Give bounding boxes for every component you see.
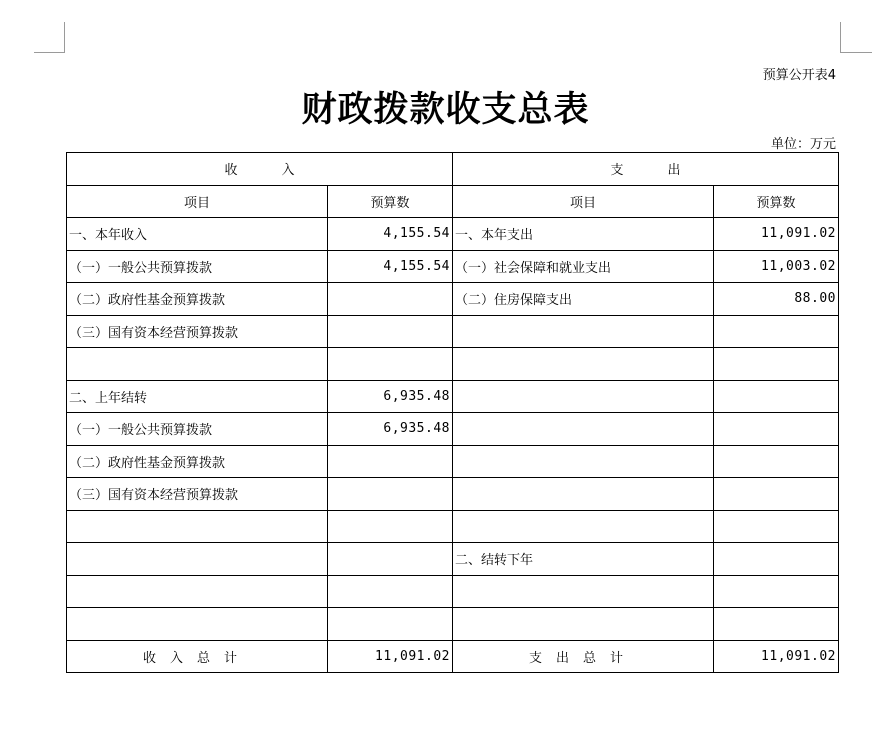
crop-mark-top-right-horizontal: [840, 52, 872, 53]
group-header-row: [67, 153, 839, 186]
table-code: 预算公开表4: [762, 68, 836, 83]
total-row: [67, 640, 839, 673]
income-item-cell: [67, 348, 328, 381]
income-total-amount: 11,091.02: [328, 640, 453, 673]
expense-amount-cell: 88.00: [714, 283, 839, 316]
income-item-cell: （三）国有资本经营预算拨款: [67, 315, 328, 348]
expense-amount-cell: [714, 348, 839, 381]
income-item-cell: （一）一般公共预算拨款: [67, 250, 328, 283]
income-amount-cell: [328, 608, 453, 641]
income-total-label: 收入总计: [67, 640, 328, 673]
income-item-cell: 二、上年结转: [67, 380, 328, 413]
unit-label: 单位：万元: [770, 137, 836, 152]
expense-group-header: [453, 153, 839, 186]
table-row: [67, 250, 839, 283]
expense-group-char-2: 出: [667, 163, 681, 179]
income-item-cell: （二）政府性基金预算拨款: [67, 445, 328, 478]
table-row: [67, 510, 839, 543]
expense-item-cell: （二）住房保障支出: [453, 283, 714, 316]
table-row: [67, 575, 839, 608]
expense-amount-cell: [714, 445, 839, 478]
page-title: 财政拨款收支总表: [301, 89, 590, 130]
table-row: [67, 348, 839, 381]
income-item-cell: [67, 510, 328, 543]
income-amount-header: 预算数: [328, 185, 453, 218]
expense-amount-header: 预算数: [714, 185, 839, 218]
expense-group-char-1: 支: [610, 163, 624, 179]
expense-item-cell: [453, 348, 714, 381]
expense-item-cell: 二、结转下年: [453, 543, 714, 576]
column-header-row: [67, 185, 839, 218]
income-amount-cell: [328, 283, 453, 316]
income-amount-cell: [328, 575, 453, 608]
crop-mark-top-right-vertical: [840, 22, 841, 52]
income-group-header: [67, 153, 453, 186]
income-amount-cell: [328, 315, 453, 348]
income-item-cell: （一）一般公共预算拨款: [67, 413, 328, 446]
budget-table: [66, 152, 839, 673]
expense-item-cell: [453, 478, 714, 511]
income-item-cell: [67, 575, 328, 608]
table-row: [67, 543, 839, 576]
income-amount-cell: [328, 510, 453, 543]
expense-amount-cell: [714, 510, 839, 543]
income-amount-cell: [328, 445, 453, 478]
table-row: [67, 478, 839, 511]
expense-amount-cell: [714, 575, 839, 608]
income-item-cell: 一、本年收入: [67, 218, 328, 251]
expense-item-cell: 一、本年支出: [453, 218, 714, 251]
expense-amount-cell: 11,091.02: [714, 218, 839, 251]
income-amount-cell: [328, 478, 453, 511]
income-item-cell: （三）国有资本经营预算拨款: [67, 478, 328, 511]
crop-mark-top-left-vertical: [64, 22, 65, 52]
income-amount-cell: 6,935.48: [328, 413, 453, 446]
table-row: [67, 315, 839, 348]
table-row: [67, 413, 839, 446]
crop-mark-top-left-horizontal: [34, 52, 65, 53]
expense-amount-cell: [714, 315, 839, 348]
income-amount-cell: 4,155.54: [328, 250, 453, 283]
expense-item-cell: （一）社会保障和就业支出: [453, 250, 714, 283]
income-item-header: 项目: [67, 185, 328, 218]
income-amount-cell: [328, 348, 453, 381]
expense-item-cell: [453, 510, 714, 543]
expense-amount-cell: 11,003.02: [714, 250, 839, 283]
income-group-char-2: 入: [281, 163, 295, 179]
expense-item-cell: [453, 413, 714, 446]
income-amount-cell: 4,155.54: [328, 218, 453, 251]
expense-item-cell: [453, 575, 714, 608]
income-item-cell: [67, 543, 328, 576]
expense-amount-cell: [714, 413, 839, 446]
table-row: [67, 380, 839, 413]
expense-total-label: 支出总计: [453, 640, 714, 673]
expense-item-header: 项目: [453, 185, 714, 218]
table-row: [67, 608, 839, 641]
expense-item-cell: [453, 445, 714, 478]
table-row: [67, 283, 839, 316]
income-item-cell: [67, 608, 328, 641]
income-amount-cell: 6,935.48: [328, 380, 453, 413]
table-row: [67, 445, 839, 478]
expense-total-amount: 11,091.02: [714, 640, 839, 673]
expense-amount-cell: [714, 608, 839, 641]
income-group-char-1: 收: [224, 163, 238, 179]
income-item-cell: （二）政府性基金预算拨款: [67, 283, 328, 316]
income-amount-cell: [328, 543, 453, 576]
expense-item-cell: [453, 315, 714, 348]
table-row: [67, 218, 839, 251]
expense-amount-cell: [714, 543, 839, 576]
expense-amount-cell: [714, 380, 839, 413]
expense-item-cell: [453, 380, 714, 413]
expense-amount-cell: [714, 478, 839, 511]
expense-item-cell: [453, 608, 714, 641]
